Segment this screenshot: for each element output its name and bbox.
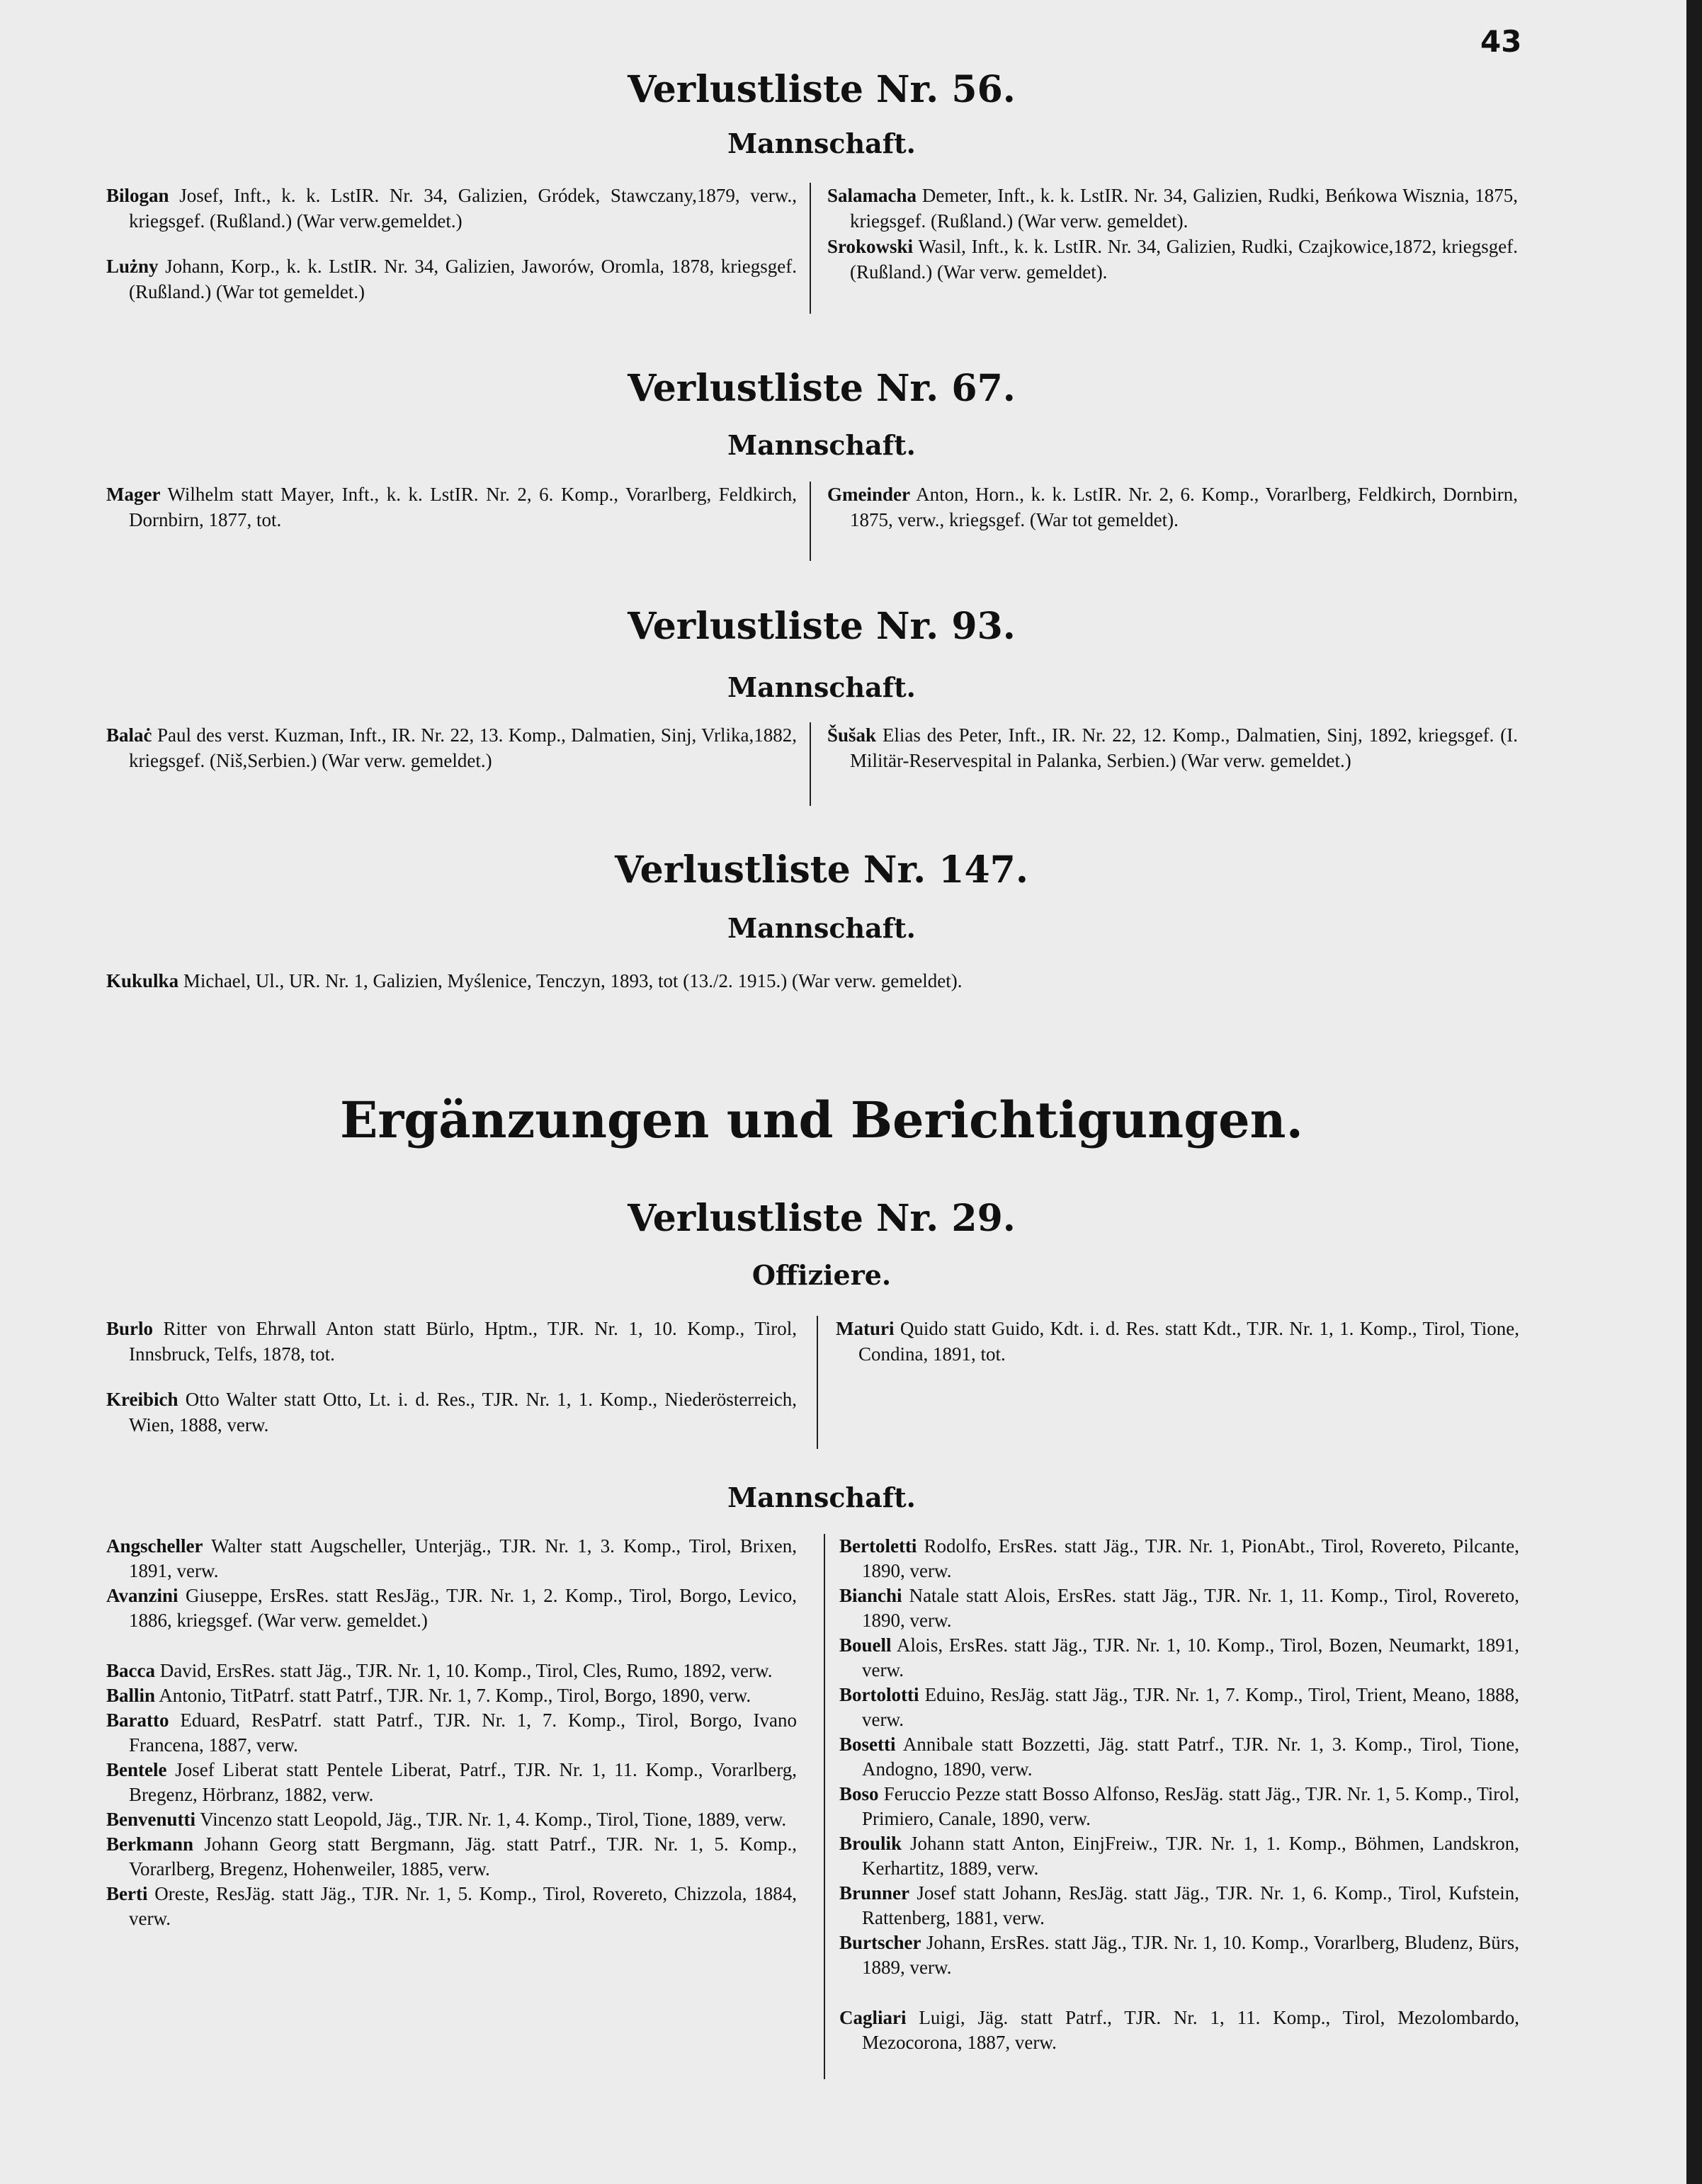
entry-name: Bianchi: [839, 1585, 902, 1606]
entry-name: Šušak: [827, 724, 877, 746]
entry: [106, 1708, 797, 1758]
entry-text: Michael, Ul., UR. Nr. 1, Galizien, Myślenice, Tenczyn, 1893, tot (13./2. 1915.) (War verw. gemeldet).: [183, 970, 963, 991]
entry-name: Kreibich: [106, 1389, 178, 1410]
section-subtitle: Mannschaft.: [727, 912, 916, 944]
entry-text: David, ErsRes. statt Jäg., TJR. Nr. 1, 10. Komp., Tirol, Cles, Rumo, 1892, verw.: [159, 1660, 773, 1681]
entry-name: Bacca: [106, 1660, 155, 1681]
entry-text: Eduino, ResJäg. statt Jäg., TJR. Nr. 1, 7. Komp., Tirol, Trient, Meano, 1888, verw.: [862, 1684, 1520, 1730]
entry: [106, 1583, 797, 1633]
entry-name: Ballin: [106, 1685, 156, 1706]
section-subtitle-mannschaft: Mannschaft.: [727, 1481, 916, 1513]
entry-text: Alois, ErsRes. statt Jäg., TJR. Nr. 1, 10. Komp., Tirol, Bozen, Neumarkt, 1891, verw.: [862, 1634, 1520, 1680]
entry: [839, 1583, 1519, 1633]
entry-text: Otto Walter statt Otto, Lt. i. d. Res., TJR. Nr. 1, 1. Komp., Niederösterreich, Wien, 1888, verw.: [129, 1389, 798, 1435]
entry: [106, 1659, 797, 1683]
section-subtitle-offiziere: Offiziere.: [751, 1259, 892, 1291]
entry-text: Wasil, Inft., k. k. LstIR. Nr. 34, Galizien, Rudki, Czajkowice,1872, kriegsgef. (Rußland.) (War verw. gemeldet).: [850, 236, 1519, 283]
entry-text: Luigi, Jäg. statt Patrf., TJR. Nr. 1, 11. Komp., Tirol, Mezolombardo, Mezocorona, 1887, verw.: [862, 2007, 1519, 2053]
entry: [839, 1633, 1519, 1683]
entry: [106, 1758, 797, 1807]
entry-name: Angscheller: [106, 1535, 203, 1557]
entry-name: Boso: [839, 1783, 879, 1804]
entry-name: Berkmann: [106, 1833, 194, 1855]
entry: [839, 1732, 1519, 1782]
entry-name: Mager: [106, 484, 161, 505]
entry: [106, 1807, 797, 1832]
section-subtitle: Mannschaft.: [727, 429, 916, 461]
entry: [827, 482, 1518, 533]
entry: [827, 234, 1518, 285]
entry: [106, 1832, 797, 1882]
entry-text: Oreste, ResJäg. statt Jäg., TJR. Nr. 1, 5. Komp., Tirol, Rovereto, Chizzola, 1884, verw.: [129, 1883, 798, 1929]
entry-text: Vincenzo statt Leopold, Jäg., TJR. Nr. 1, 4. Komp., Tirol, Tione, 1889, verw.: [200, 1809, 787, 1830]
entry: [839, 1683, 1519, 1732]
entry-text: Quido statt Guido, Kdt. i. d. Res. statt Kdt., TJR. Nr. 1, 1. Komp., Tirol, Tione, Condina, 1891, tot.: [858, 1318, 1520, 1365]
s4-entry: [106, 968, 1523, 994]
entry-name: Salamacha: [827, 185, 917, 206]
entry-text: Johann, Korp., k. k. LstIR. Nr. 34, Galizien, Jaworów, Oromla, 1878, kriegsgef. (Rußland.) (War tot gemeldet.): [129, 256, 797, 302]
entry-text: Paul des verst. Kuzman, Inft., IR. Nr. 22, 13. Komp., Dalmatien, Sinj, Vrlika,1882, kriegsgef. (Niš,Serbien.) (War verw. gemeldet.): [129, 724, 798, 771]
entry-name: Berti: [106, 1883, 148, 1904]
entry-name: Bentele: [106, 1759, 167, 1780]
entry-name: Baratto: [106, 1710, 169, 1731]
entry-text: Josef statt Johann, ResJäg. statt Jäg., TJR. Nr. 1, 6. Komp., Tirol, Kufstein, Rattenberg, 1881, verw.: [862, 1882, 1520, 1928]
entry-name: Kukulka: [106, 970, 179, 991]
main-heading: Ergänzungen und Berichtigungen.: [340, 1091, 1303, 1149]
s5-officers-left: [106, 1316, 797, 1438]
entry-text: Wilhelm statt Mayer, Inft., k. k. LstIR. Nr. 2, 6. Komp., Vorarlberg, Feldkirch, Dornbirn, 1877, tot.: [129, 484, 797, 530]
section-subtitle: Mannschaft.: [727, 671, 916, 703]
section-title: Verlustliste Nr. 147.: [615, 848, 1028, 892]
s2-right-column: [827, 482, 1518, 533]
entry: [106, 482, 797, 533]
entry: [839, 1534, 1519, 1583]
entry-name: Cagliari: [839, 2007, 907, 2028]
entry-name: Lużny: [106, 256, 159, 277]
entry-name: Gmeinder: [827, 484, 910, 505]
entry: [839, 1881, 1519, 1930]
entry: [106, 1683, 797, 1708]
column-divider: [817, 1316, 818, 1449]
s3-right-column: [827, 722, 1518, 773]
entry-name: Broulik: [839, 1833, 902, 1854]
entry: [106, 183, 797, 234]
entry: [839, 1831, 1519, 1881]
entry-name: Benvenutti: [106, 1809, 196, 1830]
entry-text: Josef Liberat statt Pentele Liberat, Patrf., TJR. Nr. 1, 11. Komp., Vorarlberg, Bregenz, Hörbranz, 1882, verw.: [129, 1759, 797, 1805]
entry: [106, 1316, 797, 1367]
entry-text: Giuseppe, ErsRes. statt ResJäg., TJR. Nr. 1, 2. Komp., Tirol, Borgo, Levico, 1886, kriegsgef. (War verw. gemeldet.): [129, 1585, 797, 1631]
section-title: Verlustliste Nr. 29.: [628, 1197, 1016, 1240]
page-number: 43: [1480, 24, 1522, 59]
entry-name: Srokowski: [827, 236, 914, 257]
column-divider: [810, 722, 811, 806]
entry: [106, 254, 797, 305]
entry-name: Burtscher: [839, 1932, 921, 1953]
entry: [106, 722, 797, 773]
s5-men-right: [839, 1534, 1519, 2055]
entry-text: Demeter, Inft., k. k. LstIR. Nr. 34, Galizien, Rudki, Beńkowa Wisznia, 1875, kriegsgef. (Rußland.) (War verw. gemeldet).: [850, 185, 1518, 232]
entry-text: Johann Georg statt Bergmann, Jäg. statt Patrf., TJR. Nr. 1, 5. Komp., Vorarlberg, Bregenz, Hohenweiler, 1885, verw.: [129, 1833, 798, 1879]
entry-text: Natale statt Alois, ErsRes. statt Jäg., TJR. Nr. 1, 11. Komp., Tirol, Rovereto, 1890, verw.: [862, 1585, 1520, 1631]
scan-edge: [1686, 0, 1702, 2184]
entry: [106, 1387, 797, 1438]
entry-text: Anton, Horn., k. k. LstIR. Nr. 2, 6. Komp., Vorarlberg, Feldkirch, Dornbirn, 1875, verw., kriegsgef. (War tot gemeldet).: [850, 484, 1518, 530]
entry-name: Bortolotti: [839, 1684, 919, 1705]
entry-name: Burlo: [106, 1318, 154, 1339]
entry-name: Avanzini: [106, 1585, 178, 1606]
entry-name: Bosetti: [839, 1734, 896, 1755]
entry-text: Antonio, TitPatrf. statt Patrf., TJR. Nr. 1, 7. Komp., Tirol, Borgo, 1890, verw.: [159, 1685, 751, 1706]
column-divider: [810, 482, 811, 561]
entry-name: Maturi: [836, 1318, 895, 1339]
entry-text: Walter statt Augscheller, Unterjäg., TJR. Nr. 1, 3. Komp., Tirol, Brixen, 1891, verw.: [129, 1535, 797, 1581]
s1-right-column: [827, 183, 1518, 285]
entry-text: Josef, Inft., k. k. LstIR. Nr. 34, Galizien, Gródek, Stawczany,1879, verw., kriegsgef. (Rußland.) (War verw.gemeldet.): [129, 185, 798, 232]
entry-text: Feruccio Pezze statt Bosso Alfonso, ResJäg. statt Jäg., TJR. Nr. 1, 5. Komp., Tirol, Primiero, Canale, 1890, verw.: [862, 1783, 1520, 1829]
section-title: Verlustliste Nr. 67.: [628, 367, 1016, 410]
entry-name: Balaċ: [106, 724, 152, 746]
entry: [839, 1782, 1519, 1831]
entry-name: Brunner: [839, 1882, 910, 1904]
s2-left-column: [106, 482, 797, 533]
entry: [106, 1534, 797, 1583]
entry-text: Johann, ErsRes. statt Jäg., TJR. Nr. 1, 10. Komp., Vorarlberg, Bludenz, Bürs, 1889, verw.: [862, 1932, 1519, 1978]
entry-name: Bilogan: [106, 185, 169, 206]
s1-left-column: [106, 183, 797, 305]
entry-text: Eduard, ResPatrf. statt Patrf., TJR. Nr. 1, 7. Komp., Tirol, Borgo, Ivano Francena, 1887, verw.: [129, 1710, 797, 1756]
section-title: Verlustliste Nr. 93.: [628, 605, 1016, 648]
column-divider: [824, 1534, 825, 2079]
section-title: Verlustliste Nr. 56.: [628, 68, 1016, 111]
entry-text: Johann statt Anton, EinjFreiw., TJR. Nr. 1, 1. Komp., Böhmen, Landskron, Kerhartitz, 1889, verw.: [862, 1833, 1519, 1879]
entry-name: Bertoletti: [839, 1535, 917, 1557]
entry: [827, 183, 1518, 234]
s5-officers-right: [836, 1316, 1519, 1367]
entry: [839, 2006, 1519, 2055]
entry-text: Rodolfo, ErsRes. statt Jäg., TJR. Nr. 1, PionAbt., Tirol, Rovereto, Pilcante, 1890, verw.: [862, 1535, 1520, 1581]
entry-text: Elias des Peter, Inft., IR. Nr. 22, 12. Komp., Dalmatien, Sinj, 1892, kriegsgef. (I. Militär-Reservespital in Palanka, Serbien.) (War verw. gemeldet.): [850, 724, 1518, 771]
entry-name: Bouell: [839, 1634, 892, 1656]
entry-text: Ritter von Ehrwall Anton statt Bürlo, Hptm., TJR. Nr. 1, 10. Komp., Tirol, Innsbruck, Telfs, 1878, tot.: [129, 1318, 798, 1365]
entry: [827, 722, 1518, 773]
entry-text: Annibale statt Bozzetti, Jäg. statt Patrf., TJR. Nr. 1, 3. Komp., Tirol, Tione, Andogno, 1890, verw.: [862, 1734, 1520, 1780]
s5-men-left: [106, 1534, 797, 1931]
section-subtitle: Mannschaft.: [727, 127, 916, 159]
s3-left-column: [106, 722, 797, 773]
entry: [836, 1316, 1519, 1367]
entry: [106, 1882, 797, 1931]
entry: [839, 1930, 1519, 1980]
column-divider: [810, 183, 811, 314]
